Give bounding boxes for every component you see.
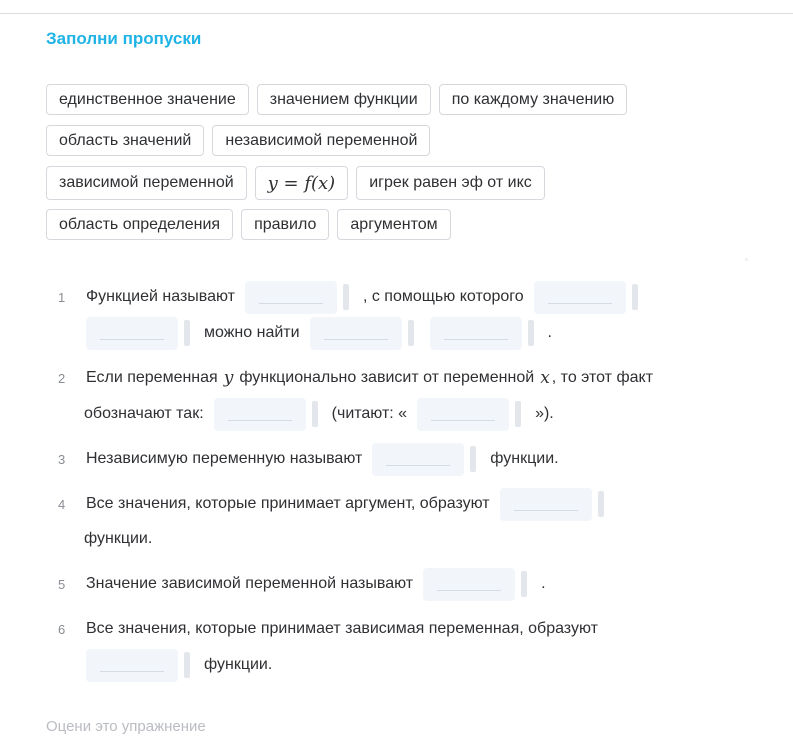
exercise-title: Заполни пропуски xyxy=(46,29,202,48)
task-number: 4 xyxy=(58,496,66,512)
task-4-line-1 xyxy=(58,486,614,522)
task-number: 2 xyxy=(58,370,66,386)
word-chip[interactable]: единственное значение xyxy=(46,84,249,115)
task-text: обозначают так: xyxy=(84,405,204,422)
task-text: . xyxy=(541,575,546,592)
task-6-line-1 xyxy=(58,611,602,647)
rate-exercise-link[interactable]: Оцени это упражнение xyxy=(46,718,206,735)
blank-handle xyxy=(515,401,521,427)
task-4-line-2 xyxy=(80,521,156,557)
word-chip[interactable]: независимой переменной xyxy=(212,125,430,156)
task-number: 6 xyxy=(58,621,66,637)
task-text: Если переменная xyxy=(86,369,218,386)
task-1-line-2 xyxy=(80,315,556,351)
word-chip[interactable]: область определения xyxy=(46,209,233,240)
blank-handle xyxy=(184,652,190,678)
blank-drop-zone[interactable] xyxy=(86,649,178,682)
math-variable-y: y xyxy=(223,368,234,388)
task-text: »). xyxy=(535,405,554,422)
word-chip[interactable]: область значений xyxy=(46,125,204,156)
task-text: функции. xyxy=(204,656,273,673)
task-3-line-1 xyxy=(58,441,563,477)
task-1-line-1 xyxy=(58,279,648,315)
task-number: 3 xyxy=(58,451,66,467)
task-text: . xyxy=(547,324,552,341)
task-text: можно найти xyxy=(204,324,300,341)
task-number: 5 xyxy=(58,576,66,592)
task-text: Функцией называют xyxy=(86,288,235,305)
task-number: 1 xyxy=(58,289,66,305)
math-variable-x: x xyxy=(540,368,550,388)
blank-drop-zone[interactable] xyxy=(245,281,337,314)
blank-handle xyxy=(343,284,349,310)
blank-drop-zone[interactable] xyxy=(430,317,522,350)
blank-handle xyxy=(470,446,476,472)
word-chip[interactable]: по каждому значению xyxy=(439,84,628,115)
task-text: Значение зависимой переменной называют xyxy=(86,575,414,592)
task-text: , то этот факт xyxy=(551,369,654,386)
blank-handle xyxy=(408,320,414,346)
blank-drop-zone[interactable] xyxy=(86,317,178,350)
task-2-line-2 xyxy=(80,396,558,432)
blank-drop-zone[interactable] xyxy=(372,443,464,476)
blank-handle xyxy=(598,491,604,517)
task-text: функции. xyxy=(490,450,559,467)
top-divider xyxy=(0,13,793,14)
blank-drop-zone[interactable] xyxy=(500,488,592,521)
task-6-line-2 xyxy=(80,647,276,683)
blank-drop-zone[interactable] xyxy=(417,398,509,431)
task-text: Все значения, которые принимает зависимая переменная, образуют xyxy=(86,620,598,637)
blank-handle xyxy=(184,320,190,346)
word-chip[interactable]: зависимой переменной xyxy=(46,166,247,200)
task-text: Независимую переменную называют xyxy=(86,450,363,467)
blank-handle xyxy=(312,401,318,427)
blank-drop-zone[interactable] xyxy=(423,568,515,601)
task-5-line-1 xyxy=(58,566,550,602)
blank-handle xyxy=(528,320,534,346)
blank-drop-zone[interactable] xyxy=(214,398,306,431)
word-bank-row xyxy=(46,125,746,156)
task-text: функции. xyxy=(84,530,153,547)
word-chip[interactable]: аргументом xyxy=(337,209,450,240)
word-chip[interactable]: игрек равен эф от икс xyxy=(356,166,545,200)
blank-drop-zone[interactable] xyxy=(310,317,402,350)
blank-drop-zone[interactable] xyxy=(534,281,626,314)
blank-handle xyxy=(632,284,638,310)
word-chip[interactable]: значением функции xyxy=(257,84,431,115)
word-bank-row xyxy=(46,209,746,240)
word-bank xyxy=(46,84,746,250)
task-2-line-1 xyxy=(58,360,653,396)
task-text: функционально зависит от переменной xyxy=(239,369,535,386)
task-text: Все значения, которые принимает аргумент, образуют xyxy=(86,495,490,512)
task-text: , с помощью которого xyxy=(362,288,524,305)
word-chip[interactable]: правило xyxy=(241,209,329,240)
blank-handle xyxy=(521,571,527,597)
word-bank-row xyxy=(46,84,746,115)
formula-chip[interactable]: y = f(x) xyxy=(255,166,349,200)
task-text: (читают: « xyxy=(331,405,408,422)
word-bank-row xyxy=(46,166,746,200)
decorative-dot xyxy=(745,258,748,261)
